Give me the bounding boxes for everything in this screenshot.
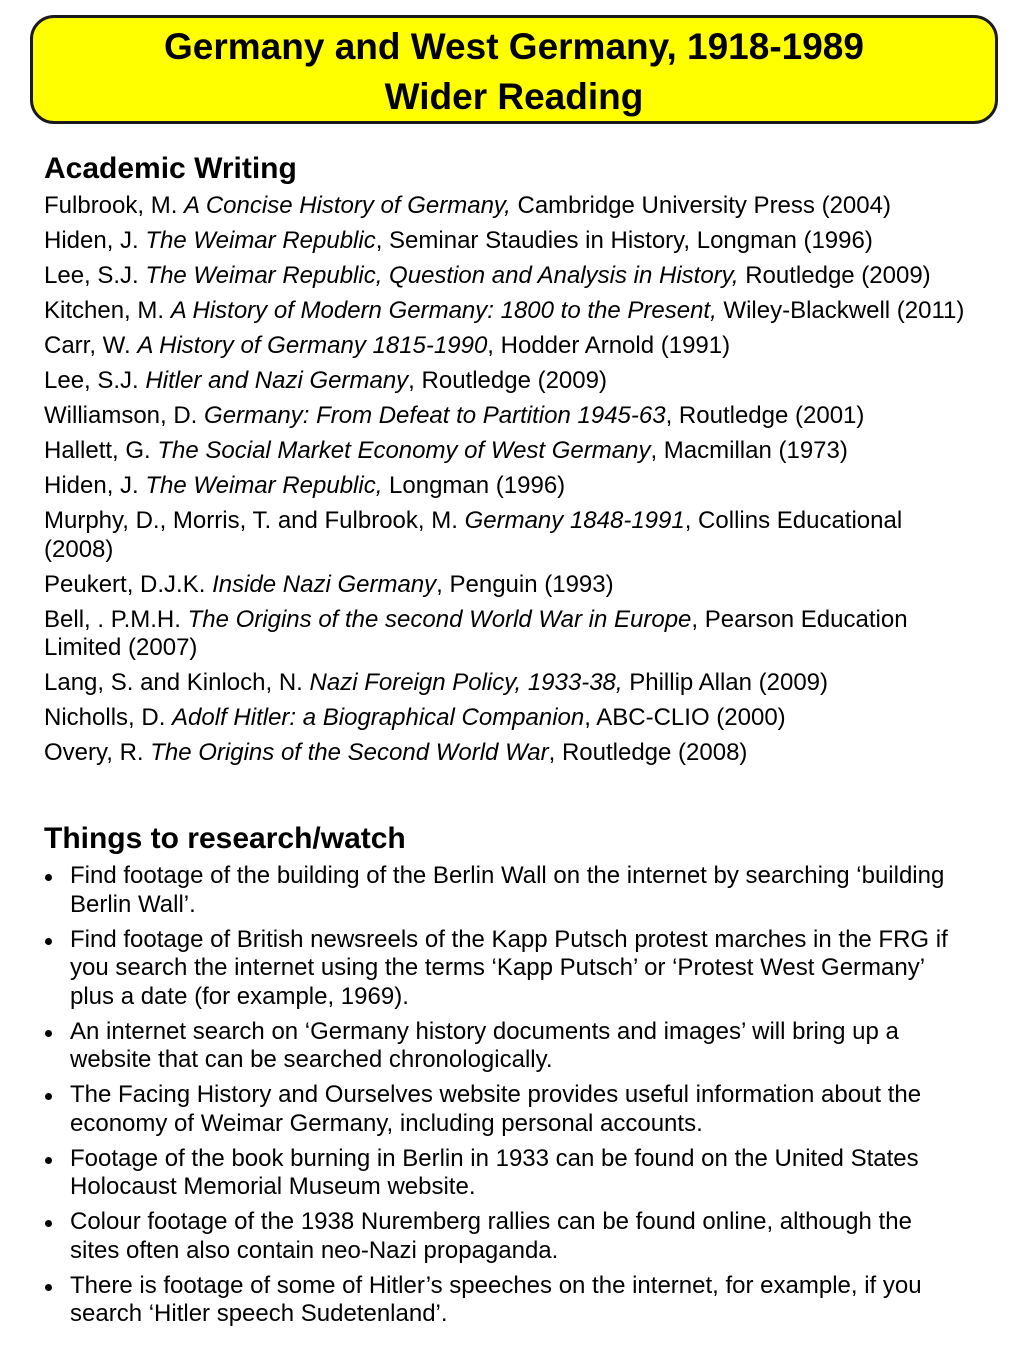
reference-author: Hallett, G.	[44, 437, 151, 464]
reference-author: Lang, S. and Kinloch, N.	[44, 669, 303, 696]
bullet-marker	[45, 1030, 52, 1037]
reference-author: Lee, S.J.	[44, 262, 139, 289]
research-item	[44, 1145, 1004, 1202]
reference-details: , Collins Educational	[684, 507, 903, 534]
reference-author: Nicholls, D.	[44, 704, 166, 731]
research-item-line: sites often also contain neo-Nazi propaganda.	[70, 1236, 559, 1264]
reference-author: Kitchen, M.	[44, 297, 165, 324]
bullet-marker	[45, 938, 52, 945]
reference-title: The Weimar Republic	[145, 227, 376, 254]
reference-author: Carr, W.	[44, 332, 131, 359]
research-item	[44, 1081, 1004, 1138]
reference-title: A History of Germany 1815-1990	[137, 332, 488, 359]
reference-title: The Origins of the second World War in Europe	[187, 605, 692, 633]
reference-item	[44, 297, 1004, 326]
research-item-text	[70, 1272, 922, 1329]
reference-item	[44, 332, 1004, 361]
reference-item	[44, 571, 1004, 600]
reference-item	[44, 472, 1004, 501]
reference-author: Murphy, D., Morris, T. and Fulbrook, M.	[44, 507, 458, 534]
reference-item	[44, 507, 1004, 564]
reference-author: Bell, . P.M.H.	[44, 605, 181, 633]
reference-item	[44, 192, 1004, 221]
reference-item	[44, 606, 1004, 663]
reference-details: , ABC-CLIO (2000)	[584, 704, 786, 731]
research-item	[44, 1272, 1004, 1329]
research-item-line: search ‘Hitler speech Sudetenland’.	[70, 1300, 448, 1327]
research-item	[44, 1208, 1004, 1265]
title-banner	[30, 15, 998, 124]
reference-details: , Seminar Staudies in History, Longman (1996)	[375, 227, 873, 254]
reference-title: Hitler and Nazi Germany	[145, 367, 409, 394]
bullet-marker	[45, 1093, 52, 1100]
reference-author: Williamson, D.	[44, 402, 198, 429]
reference-title: The Weimar Republic, Question and Analysis in History,	[145, 262, 739, 289]
reference-title: The Weimar Republic,	[145, 472, 383, 499]
page-title-line-1: Germany and West Germany, 1918-1989	[164, 26, 864, 67]
research-item-text	[70, 1208, 912, 1265]
research-item-text	[70, 1018, 899, 1075]
reference-item	[44, 437, 1004, 466]
academic-writing-section	[44, 151, 1004, 774]
research-item	[44, 862, 1004, 919]
research-item-line: Berlin Wall’.	[70, 890, 196, 918]
reference-details: , Routledge (2001)	[665, 402, 865, 429]
reference-details: Routledge (2009)	[738, 262, 931, 289]
research-heading: Things to research/watch	[44, 822, 406, 855]
reference-item	[44, 669, 1004, 698]
academic-writing-heading: Academic Writing	[44, 152, 297, 185]
reference-details: , Pearson Education	[691, 605, 908, 633]
reference-details-continued: (2008)	[44, 535, 114, 563]
page-title	[33, 22, 995, 122]
research-item-line: Colour footage of the 1938 Nuremberg rallies can be found online, although the	[70, 1208, 912, 1235]
reference-title: A Concise History of Germany,	[184, 192, 511, 219]
research-item-line: Holocaust Memorial Museum website.	[70, 1173, 476, 1200]
reference-title: Nazi Foreign Policy, 1933-38,	[309, 669, 623, 696]
reference-details: Cambridge University Press (2004)	[510, 192, 891, 219]
reference-title: Inside Nazi Germany	[212, 570, 437, 598]
reference-item	[44, 262, 1004, 291]
research-item-text	[70, 1081, 921, 1138]
research-item-line: Find footage of British newsreels of the Kapp Putsch protest marches in the FRG if	[70, 925, 948, 953]
research-item	[44, 926, 1004, 1012]
research-item-text	[70, 1145, 919, 1202]
research-item-line: Footage of the book burning in Berlin in 1933 can be found on the United States	[70, 1144, 919, 1172]
reference-author: Hiden, J.	[44, 227, 139, 254]
research-item-text	[70, 926, 948, 1012]
reference-author: Hiden, J.	[44, 472, 139, 499]
reference-title: Germany 1848-1991	[464, 507, 685, 534]
reference-title: A History of Modern Germany: 1800 to the Present,	[170, 297, 717, 324]
research-item-line: The Facing History and Ourselves website provides useful information about the	[70, 1081, 922, 1108]
reference-author: Peukert, D.J.K.	[44, 570, 206, 598]
reference-author: Lee, S.J.	[44, 367, 139, 394]
research-item-line: Find footage of the building of the Berlin Wall on the internet by searching ‘building	[70, 862, 945, 889]
reference-item	[44, 227, 1004, 256]
reference-title: The Social Market Economy of West Germany	[157, 437, 651, 464]
reference-author: Fulbrook, M.	[44, 192, 178, 219]
reference-details: , Macmillan (1973)	[650, 437, 848, 464]
reference-details: , Routledge (2009)	[408, 367, 607, 394]
reference-item	[44, 739, 1004, 768]
bullet-marker	[45, 1157, 52, 1164]
bullet-marker	[45, 1220, 52, 1227]
reference-item	[44, 367, 1004, 396]
research-item-text	[70, 862, 944, 919]
reference-details: Phillip Allan (2009)	[622, 669, 829, 696]
bullet-marker	[45, 1284, 52, 1291]
research-section	[44, 821, 1004, 1335]
research-item-line: plus a date (for example, 1969).	[70, 982, 409, 1010]
reference-item	[44, 704, 1004, 733]
reference-title: The Origins of the Second World War	[150, 739, 549, 766]
reference-details: Longman (1996)	[382, 472, 566, 499]
bullet-marker	[45, 874, 52, 881]
research-item-line: website that can be searched chronologically.	[70, 1046, 553, 1073]
reference-details: , Penguin (1993)	[436, 570, 614, 598]
reference-title: Adolf Hitler: a Biographical Companion	[172, 704, 585, 731]
reference-details: Wiley-Blackwell (2011)	[716, 297, 965, 324]
research-item-line: economy of Weimar Germany, including personal accounts.	[70, 1109, 703, 1137]
research-item-line: you search the internet using the terms ‘Kapp Putsch’ or ‘Protest West Germany’	[70, 954, 926, 981]
reference-author: Overy, R.	[44, 739, 144, 766]
reference-item	[44, 402, 1004, 431]
reference-details: , Routledge (2008)	[548, 739, 748, 766]
research-item-line: An internet search on ‘Germany history documents and images’ will bring up a	[70, 1017, 899, 1045]
reference-details: , Hodder Arnold (1991)	[487, 332, 731, 359]
reference-details-continued: Limited (2007)	[44, 634, 198, 661]
research-item	[44, 1018, 1004, 1075]
research-item-line: There is footage of some of Hitler’s speeches on the internet, for example, if you	[70, 1271, 922, 1299]
page-title-line-2: Wider Reading	[384, 76, 644, 117]
reference-title: Germany: From Defeat to Partition 1945-63	[204, 402, 666, 429]
